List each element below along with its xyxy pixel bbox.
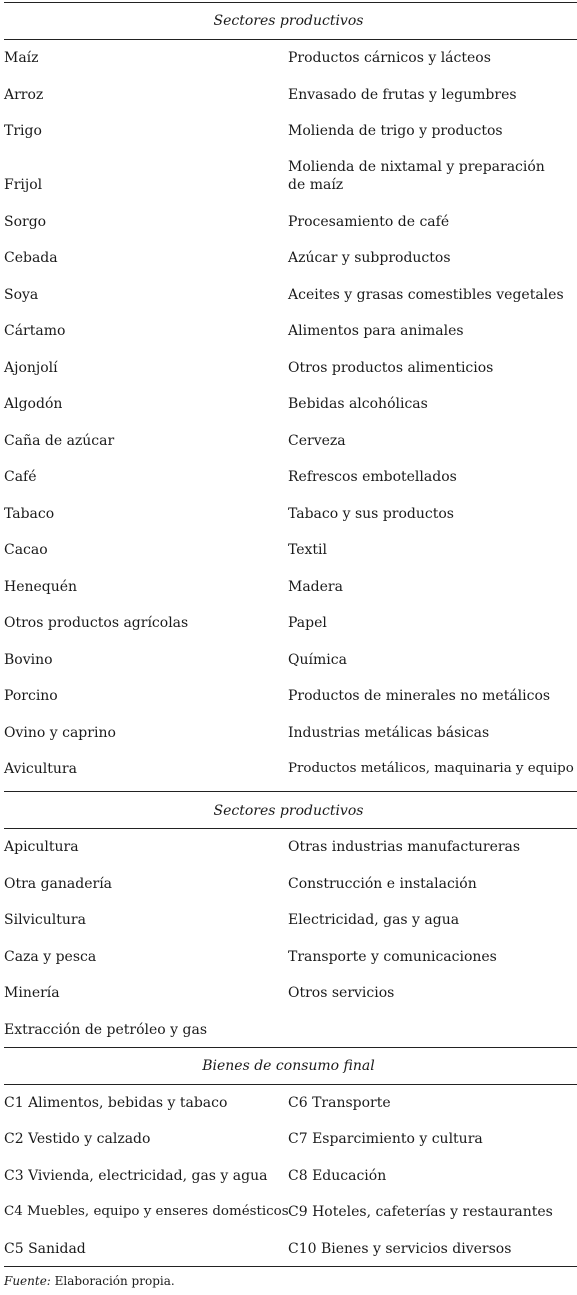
table-cell: Café: [4, 469, 37, 485]
table-cell: Aceites y grasas comestibles vegetales: [288, 287, 564, 303]
table-cell: Textil: [288, 542, 328, 558]
table-cell: Otra ganadería: [4, 876, 113, 892]
table-cell: Maíz: [4, 50, 39, 66]
table-cell: Envasado de frutas y legumbres: [288, 87, 517, 103]
section-rule-2: [4, 791, 577, 792]
table-cell: Ovino y caprino: [4, 725, 116, 741]
table-cell: Electricidad, gas y agua: [288, 912, 460, 928]
table-cell: C10 Bienes y servicios diversos: [288, 1241, 512, 1257]
table-cell: Henequén: [4, 579, 78, 595]
table-cell: Extracción de petróleo y gas: [4, 1022, 208, 1038]
table-cell: Procesamiento de café: [288, 214, 450, 230]
table-cell: Arroz: [4, 87, 44, 103]
table-cell: Apicultura: [4, 839, 79, 855]
table-cell: C8 Educación: [288, 1168, 387, 1184]
table-cell: Industrias metálicas básicas: [288, 725, 490, 741]
source-text: Elaboración propia.: [50, 1274, 175, 1288]
section-title-1: Sectores productivos: [213, 13, 364, 29]
table-cell: Cacao: [4, 542, 48, 558]
table-cell: Otras industrias manufactureras: [288, 839, 521, 855]
table-cell: Alimentos para animales: [288, 323, 464, 339]
table-cell: Azúcar y subproductos: [288, 250, 451, 266]
table-cell: Cebada: [4, 250, 58, 266]
table-cell: Minería: [4, 985, 60, 1001]
table-cell: Frijol: [4, 177, 43, 193]
table-cell: Caza y pesca: [4, 949, 97, 965]
table-cell: C3 Vivienda, electricidad, gas y agua: [4, 1168, 268, 1184]
table-cell: Bovino: [4, 652, 53, 668]
table-cell: C6 Transporte: [288, 1095, 391, 1111]
header-rule-1: [4, 39, 577, 40]
table-cell: Caña de azúcar: [4, 433, 115, 449]
table-cell: C4 Muebles, equipo y enseres domésticos: [4, 1204, 289, 1219]
table-cell: Tabaco: [4, 506, 55, 522]
table-cell: Química: [288, 652, 347, 668]
source-label: Fuente:: [4, 1274, 51, 1288]
table-cell: Algodón: [4, 396, 63, 412]
bottom-rule: [4, 1266, 577, 1267]
table-cell: Cerveza: [288, 433, 346, 449]
table-cell: Silvicultura: [4, 912, 86, 928]
table-cell: Sorgo: [4, 214, 47, 230]
header-rule-2: [4, 828, 577, 829]
table-cell: Otros servicios: [288, 985, 395, 1001]
table-cell: Soya: [4, 287, 39, 303]
table-cell: Productos cárnicos y lácteos: [288, 50, 491, 66]
table-cell: Molienda de trigo y productos: [288, 123, 503, 139]
table-cell: Molienda de nixtamal y preparación de maíz: [288, 159, 545, 193]
table-cell: C1 Alimentos, bebidas y tabaco: [4, 1095, 228, 1111]
source-note: [4, 1273, 175, 1289]
table-cell: C5 Sanidad: [4, 1241, 86, 1257]
table-cell: Madera: [288, 579, 343, 595]
table-cell: Transporte y comunicaciones: [288, 949, 497, 965]
table-cell: Otros productos agrícolas: [4, 615, 189, 631]
section-rule-3: [4, 1047, 577, 1048]
table-cell: Construcción e instalación: [288, 876, 477, 892]
table-cell: Ajonjolí: [4, 360, 58, 376]
table-cell: Avicultura: [4, 761, 77, 777]
table-cell: Papel: [288, 615, 327, 631]
table-cell: Otros productos alimenticios: [288, 360, 494, 376]
top-rule: [4, 2, 577, 3]
table-cell: Trigo: [4, 123, 42, 139]
table-cell: Productos de minerales no metálicos: [288, 688, 551, 704]
header-rule-3: [4, 1084, 577, 1085]
table-cell: C7 Esparcimiento y cultura: [288, 1131, 483, 1147]
table-cell: Bebidas alcohólicas: [288, 396, 428, 412]
table-cell: Tabaco y sus productos: [288, 506, 454, 522]
table-cell: Productos metálicos, maquinaria y equipo: [288, 761, 574, 776]
table-cell: C2 Vestido y calzado: [4, 1131, 151, 1147]
section-title-2: Sectores productivos: [213, 803, 364, 819]
table-cell: Porcino: [4, 688, 58, 704]
section-title-3: Bienes de consumo final: [202, 1058, 375, 1074]
table-cell: Cártamo: [4, 323, 66, 339]
table-cell: Refrescos embotellados: [288, 469, 457, 485]
table-cell: C9 Hoteles, cafeterías y restaurantes: [288, 1204, 553, 1220]
